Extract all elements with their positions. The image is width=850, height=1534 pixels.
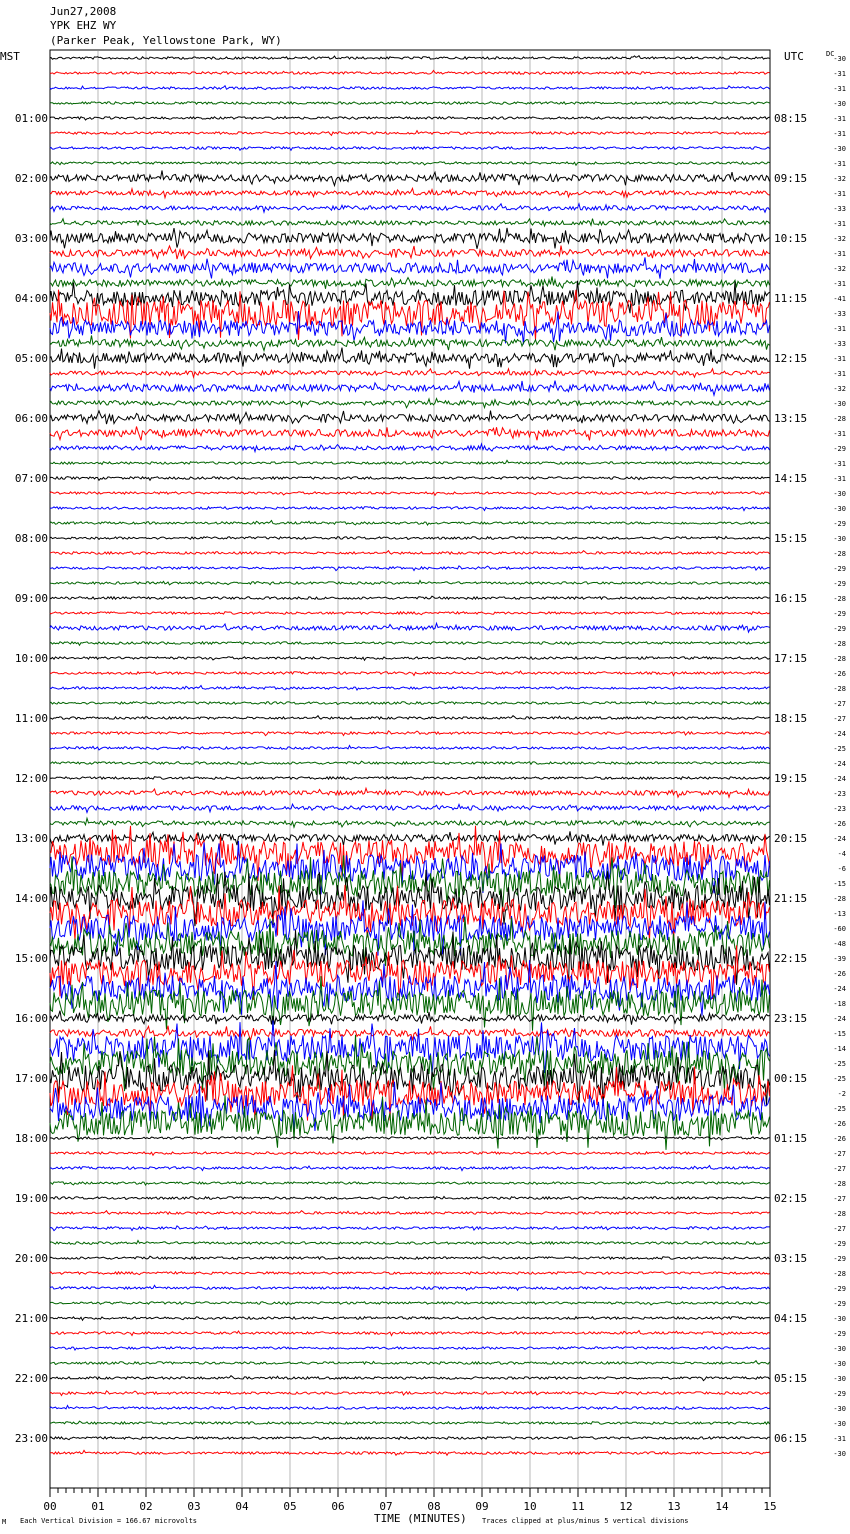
seismic-trace [50, 1361, 770, 1365]
dc-offset-label: -27 [833, 1225, 846, 1233]
dc-offset-label: -31 [833, 460, 846, 468]
dc-offset-label: -25 [833, 745, 846, 753]
utc-hour-label: 12:15 [774, 352, 808, 365]
seismic-trace [50, 162, 770, 166]
utc-hour-label: 01:15 [774, 1132, 808, 1145]
dc-offset-label: -30 [833, 1450, 846, 1458]
seismic-trace [50, 566, 770, 571]
dc-offset-label: -28 [833, 415, 846, 423]
seismic-trace [50, 1317, 770, 1321]
dc-offset-label: -30 [833, 535, 846, 543]
seismic-trace [50, 147, 770, 151]
mst-hour-label: 08:00 [14, 532, 48, 545]
mst-hour-label: 03:00 [14, 232, 48, 245]
dc-offset-label: -24 [833, 1015, 846, 1023]
utc-hour-label: 10:15 [774, 232, 808, 245]
x-tick-label: 08 [427, 1500, 441, 1513]
dc-offset-label: -26 [833, 670, 846, 678]
utc-hour-label: 18:15 [774, 712, 808, 725]
mst-hour-label: 20:00 [14, 1252, 48, 1265]
seismic-trace [50, 1406, 770, 1410]
dc-offset-label: -32 [833, 385, 846, 393]
header-location: (Parker Peak, Yellowstone Park, WY) [50, 34, 282, 47]
dc-offset-label: -29 [833, 1390, 846, 1398]
seismic-trace [50, 399, 770, 408]
seismic-trace [50, 1347, 770, 1350]
utc-hour-label: 16:15 [774, 592, 808, 605]
seismic-trace [50, 731, 770, 736]
seismic-trace [50, 131, 770, 136]
mst-hour-label: 18:00 [14, 1132, 48, 1145]
clip-note: Traces clipped at plus/minus 5 vertical divisions [482, 1517, 689, 1525]
dc-offset-label: -26 [833, 1135, 846, 1143]
seismic-trace [50, 204, 770, 212]
seismic-trace [50, 1437, 770, 1440]
utc-hour-label: 14:15 [774, 472, 808, 485]
mst-hour-label: 16:00 [14, 1012, 48, 1025]
header-station: YPK EHZ WY [50, 19, 117, 32]
seismic-trace [50, 257, 770, 278]
dc-offset-label: -31 [833, 160, 846, 168]
dc-offset-label: -29 [833, 520, 846, 528]
utc-hour-label: 00:15 [774, 1072, 808, 1085]
dc-offset-label: -29 [833, 1300, 846, 1308]
mst-hour-label: 21:00 [14, 1312, 48, 1325]
dc-offset-label: -15 [833, 1030, 846, 1038]
seismic-trace [50, 702, 770, 705]
x-tick-label: 09 [475, 1500, 489, 1513]
dc-offset-label: -13 [833, 910, 846, 918]
dc-label: DC [826, 50, 835, 58]
dc-offset-label: -29 [833, 565, 846, 573]
x-tick-label: 12 [619, 1500, 633, 1513]
dc-offset-label: -31 [833, 430, 846, 438]
dc-offset-label: -2 [837, 1090, 846, 1098]
dc-offset-label: -30 [833, 55, 846, 63]
seismic-trace [50, 1331, 770, 1336]
seismic-trace [50, 1226, 770, 1231]
utc-hour-label: 23:15 [774, 1012, 808, 1025]
seismic-trace [50, 1166, 770, 1171]
dc-offset-label: -31 [833, 130, 846, 138]
x-tick-label: 01 [91, 1500, 105, 1513]
dc-offset-label: -29 [833, 1240, 846, 1248]
seismic-trace [50, 1152, 770, 1156]
seismic-trace [50, 246, 770, 260]
dc-offset-label: -30 [833, 1315, 846, 1323]
seismic-trace [50, 551, 770, 555]
dc-offset-label: -24 [833, 730, 846, 738]
seismic-trace [50, 716, 770, 720]
seismic-trace [50, 976, 770, 1031]
seismic-trace [50, 460, 770, 464]
seismic-trace [50, 56, 770, 60]
dc-offset-label: -48 [833, 940, 846, 948]
mst-hour-label: 15:00 [14, 952, 48, 965]
dc-offset-label: -31 [833, 355, 846, 363]
dc-offset-label: -30 [833, 100, 846, 108]
dc-offset-label: -27 [833, 1150, 846, 1158]
mst-hour-label: 06:00 [14, 412, 48, 425]
mst-hour-label: 17:00 [14, 1072, 48, 1085]
dc-offset-label: -30 [833, 1405, 846, 1413]
seismic-trace [50, 1241, 770, 1245]
utc-hour-label: 11:15 [774, 292, 808, 305]
seismic-trace [50, 761, 770, 764]
x-axis-label: TIME (MINUTES) [374, 1512, 467, 1525]
dc-offset-label: -30 [833, 490, 846, 498]
scale-note: Each Vertical Division = 166.67 microvolts [20, 1517, 198, 1525]
utc-hour-label: 13:15 [774, 412, 808, 425]
dc-offset-label: -60 [833, 925, 846, 933]
seismic-trace [50, 1376, 770, 1381]
dc-offset-label: -24 [833, 775, 846, 783]
seismic-trace [50, 657, 770, 661]
dc-offset-label: -31 [833, 325, 846, 333]
dc-offset-label: -28 [833, 550, 846, 558]
dc-offset-label: -25 [833, 1060, 846, 1068]
dc-offset-label: -32 [833, 235, 846, 243]
dc-offset-label: -27 [833, 700, 846, 708]
utc-hour-label: 06:15 [774, 1432, 808, 1445]
seismic-trace [50, 228, 770, 249]
dc-offset-label: -30 [833, 1420, 846, 1428]
dc-offset-label: -31 [833, 70, 846, 78]
mst-hour-label: 11:00 [14, 712, 48, 725]
dc-offset-label: -33 [833, 205, 846, 213]
seismic-trace [50, 1011, 770, 1025]
seismic-trace [50, 506, 770, 511]
utc-hour-label: 09:15 [774, 172, 808, 185]
utc-hour-label: 04:15 [774, 1312, 808, 1325]
corner-mark: M [2, 1518, 7, 1526]
x-tick-label: 14 [715, 1500, 729, 1513]
mst-hour-label: 05:00 [14, 352, 48, 365]
seismic-trace [50, 612, 770, 615]
seismic-trace [50, 71, 770, 75]
utc-hour-label: 21:15 [774, 892, 808, 905]
dc-offset-label: -4 [837, 850, 846, 858]
dc-offset-label: -27 [833, 1165, 846, 1173]
dc-offset-label: -29 [833, 625, 846, 633]
seismic-trace [50, 686, 770, 691]
dc-offset-label: -24 [833, 985, 846, 993]
seismic-trace [50, 642, 770, 646]
x-tick-label: 00 [43, 1500, 57, 1513]
dc-offset-label: -28 [833, 1180, 846, 1188]
x-tick-label: 13 [667, 1500, 681, 1513]
seismic-trace [50, 596, 770, 599]
dc-offset-label: -39 [833, 955, 846, 963]
dc-offset-label: -41 [833, 295, 846, 303]
seismic-trace [50, 492, 770, 496]
x-tick-label: 15 [763, 1500, 777, 1513]
dc-offset-label: -15 [833, 880, 846, 888]
dc-offset-label: -28 [833, 655, 846, 663]
dc-offset-label: -28 [833, 640, 846, 648]
dc-offset-label: -25 [833, 1105, 846, 1113]
seismic-trace [50, 1197, 770, 1200]
seismic-trace [50, 1050, 770, 1106]
seismic-trace [50, 1285, 770, 1290]
seismic-trace [50, 444, 770, 452]
utc-hour-label: 03:15 [774, 1252, 808, 1265]
dc-offset-label: -29 [833, 1285, 846, 1293]
mst-hour-label: 13:00 [14, 832, 48, 845]
dc-offset-label: -27 [833, 715, 846, 723]
seismic-trace [50, 348, 770, 369]
dc-offset-label: -29 [833, 610, 846, 618]
seismic-trace [50, 381, 770, 396]
seismic-trace [50, 804, 770, 812]
utc-hour-label: 19:15 [774, 772, 808, 785]
mst-hour-label: 14:00 [14, 892, 48, 905]
mst-hour-label: 02:00 [14, 172, 48, 185]
seismic-trace [50, 277, 770, 289]
dc-offset-label: -33 [833, 340, 846, 348]
seismic-trace [50, 427, 770, 441]
dc-offset-label: -31 [833, 475, 846, 483]
seismic-trace [50, 369, 770, 377]
seismic-trace [50, 1391, 770, 1396]
dc-offset-label: -32 [833, 175, 846, 183]
seismic-trace [50, 1450, 770, 1455]
mst-hour-label: 23:00 [14, 1432, 48, 1445]
seismic-trace [50, 818, 770, 827]
utc-hour-label: 05:15 [774, 1372, 808, 1385]
seismic-trace [50, 1026, 770, 1040]
seismic-trace [50, 537, 770, 540]
mst-hour-label: 22:00 [14, 1372, 48, 1385]
dc-offset-label: -18 [833, 1000, 846, 1008]
seismic-trace [50, 117, 770, 121]
seismic-trace [50, 1137, 770, 1140]
seismic-trace [50, 86, 770, 90]
seismic-trace [50, 831, 770, 845]
dc-offset-label: -30 [833, 1360, 846, 1368]
header-date: Jun27,2008 [50, 5, 117, 18]
dc-offset-label: -33 [833, 310, 846, 318]
seismic-trace [50, 826, 770, 881]
dc-offset-label: -28 [833, 685, 846, 693]
dc-offset-label: -14 [833, 1045, 846, 1053]
dc-offset-label: -31 [833, 85, 846, 93]
seismic-trace [50, 171, 770, 186]
seismic-trace [50, 336, 770, 351]
dc-offset-label: -29 [833, 1330, 846, 1338]
mst-hour-label: 10:00 [14, 652, 48, 665]
dc-offset-label: -24 [833, 760, 846, 768]
seismic-trace [50, 581, 770, 585]
dc-offset-label: -23 [833, 805, 846, 813]
dc-offset-label: -30 [833, 505, 846, 513]
seismic-trace [50, 1302, 770, 1305]
dc-offset-label: -27 [833, 1195, 846, 1203]
seismic-trace [50, 671, 770, 676]
seismic-trace [50, 1182, 770, 1185]
utc-hour-label: 02:15 [774, 1192, 808, 1205]
dc-offset-label: -28 [833, 1270, 846, 1278]
x-tick-label: 10 [523, 1500, 537, 1513]
seismic-trace [50, 1272, 770, 1275]
seismic-trace [50, 1256, 770, 1259]
dc-offset-label: -28 [833, 595, 846, 603]
x-tick-label: 07 [379, 1500, 393, 1513]
dc-offset-label: -31 [833, 190, 846, 198]
dc-offset-label: -32 [833, 265, 846, 273]
utc-hour-label: 08:15 [774, 112, 808, 125]
dc-offset-label: -28 [833, 895, 846, 903]
dc-offset-label: -30 [833, 1375, 846, 1383]
utc-hour-label: 17:15 [774, 652, 808, 665]
dc-offset-label: -24 [833, 835, 846, 843]
left-zone-label: MST [0, 50, 20, 63]
dc-offset-label: -30 [833, 1345, 846, 1353]
utc-hour-label: 20:15 [774, 832, 808, 845]
dc-offset-label: -28 [833, 1210, 846, 1218]
x-tick-label: 04 [235, 1500, 249, 1513]
dc-offset-label: -29 [833, 445, 846, 453]
x-tick-label: 02 [139, 1500, 153, 1513]
seismic-trace [50, 219, 770, 226]
seismic-trace [50, 188, 770, 197]
seismic-trace [50, 777, 770, 780]
dc-offset-label: -29 [833, 580, 846, 588]
x-tick-label: 06 [331, 1500, 345, 1513]
seismic-trace [50, 746, 770, 750]
utc-hour-label: 22:15 [774, 952, 808, 965]
x-tick-label: 11 [571, 1500, 585, 1513]
dc-offset-label: -30 [833, 145, 846, 153]
dc-offset-label: -25 [833, 1075, 846, 1083]
mst-hour-label: 04:00 [14, 292, 48, 305]
seismic-trace [50, 521, 770, 526]
x-tick-label: 05 [283, 1500, 297, 1513]
right-zone-label: UTC [784, 50, 804, 63]
seismic-trace [50, 102, 770, 104]
seismic-trace [50, 477, 770, 481]
seismic-trace [50, 841, 770, 895]
utc-hour-label: 15:15 [774, 532, 808, 545]
dc-offset-label: -31 [833, 370, 846, 378]
seismic-trace [50, 1020, 770, 1074]
mst-hour-label: 12:00 [14, 772, 48, 785]
x-tick-label: 03 [187, 1500, 201, 1513]
seismic-trace [50, 1211, 770, 1215]
dc-offset-label: -26 [833, 1120, 846, 1128]
dc-offset-label: -26 [833, 970, 846, 978]
dc-offset-label: -26 [833, 820, 846, 828]
dc-offset-label: -30 [833, 400, 846, 408]
mst-hour-label: 19:00 [14, 1192, 48, 1205]
dc-offset-label: -31 [833, 280, 846, 288]
seismic-trace [50, 788, 770, 797]
seismic-trace [50, 411, 770, 425]
seismic-trace [50, 1421, 770, 1424]
mst-hour-label: 09:00 [14, 592, 48, 605]
dc-offset-label: -31 [833, 115, 846, 123]
dc-offset-label: -29 [833, 1255, 846, 1263]
dc-offset-label: -23 [833, 790, 846, 798]
dc-offset-label: -6 [837, 865, 846, 873]
mst-hour-label: 07:00 [14, 472, 48, 485]
dc-offset-label: -31 [833, 220, 846, 228]
dc-offset-label: -31 [833, 1435, 846, 1443]
seismic-trace [50, 623, 770, 632]
dc-offset-label: -31 [833, 250, 846, 258]
mst-hour-label: 01:00 [14, 112, 48, 125]
